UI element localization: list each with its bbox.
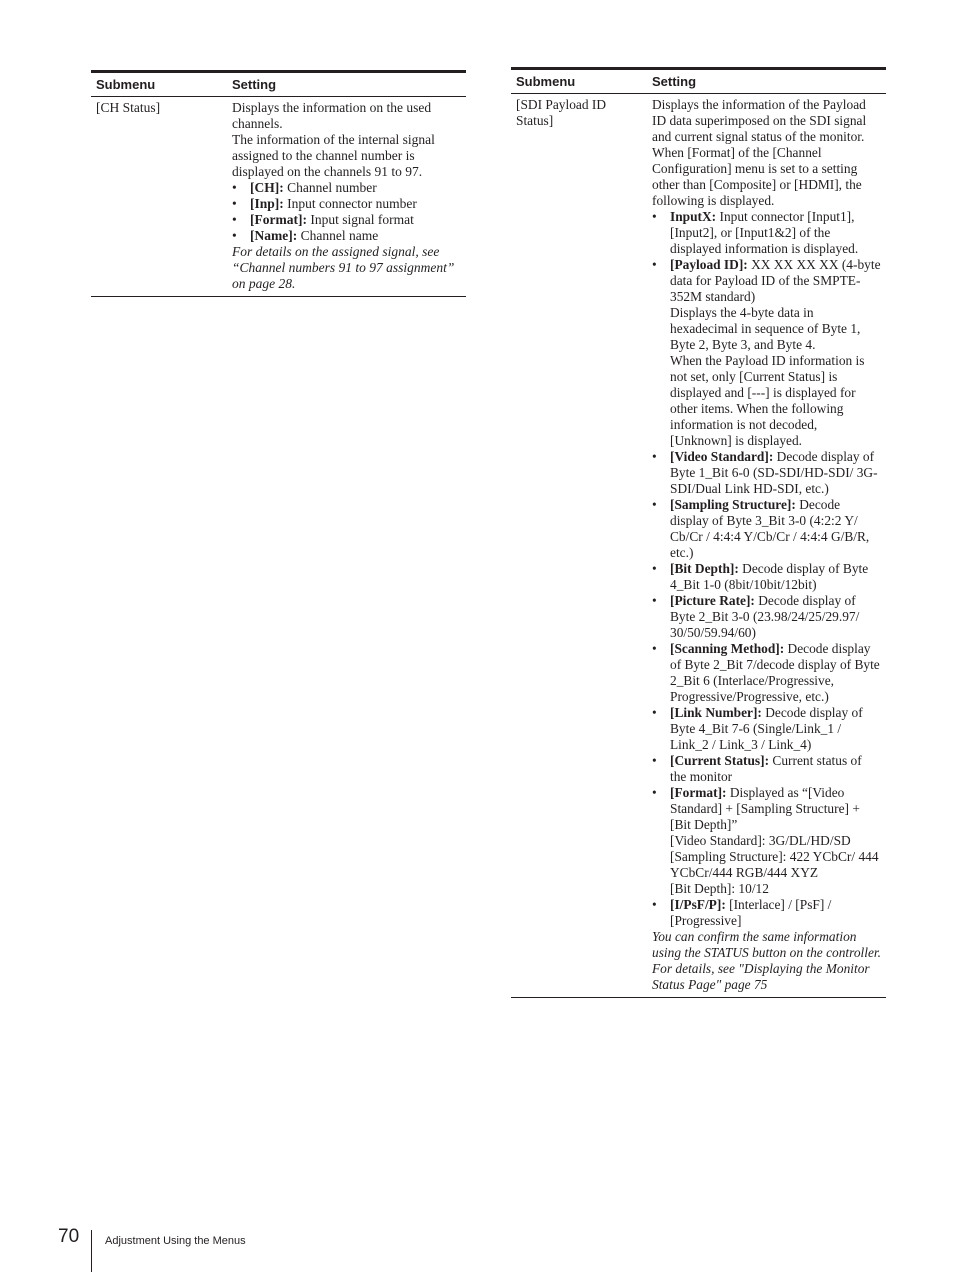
setting-list — [232, 180, 461, 244]
list-item: • [Name]: Channel name — [232, 228, 461, 244]
table-row — [511, 94, 886, 998]
list-item: • [Bit Depth]: Decode display of Byte 4_Bit 1-0 (8bit/10bit/12bit) — [652, 561, 881, 593]
list-item: • InputX: Input connector [Input1], [Input2], or [Input1&2] of the displayed information is displayed. — [652, 209, 881, 257]
list-item: • [Format]: Displayed as “[Video Standard] + [Sampling Structure] + [Bit Depth]” [Video Standard]: 3G/DL/HD/SD [Sampling Structure]: 422 YCbCr/ 444 YCbCr/444 RGB/444 XYZ [Bit Depth]: 10/12 — [652, 785, 881, 897]
ch-status-table — [91, 70, 466, 297]
note-text: You can confirm the same information using the STATUS button on the controller. For details, see "Displaying the Monitor Status Page" page 75 — [652, 929, 881, 992]
list-item: • [Format]: Input signal format — [232, 212, 461, 228]
submenu-cell: [SDI Payload ID Status] — [511, 94, 647, 998]
setting-cell — [227, 97, 466, 297]
setting-header: Setting — [227, 72, 466, 97]
list-item: • [Sampling Structure]: Decode display of Byte 3_Bit 3-0 (4:2:2 Y/ Cb/Cr / 4:4:4 Y/Cb/Cr / 4:4:4 G/B/R, etc.) — [652, 497, 881, 561]
list-item: • [Video Standard]: Decode display of Byte 1_Bit 6-0 (SD-SDI/HD-SDI/ 3G-SDI/Dual Link HD-SDI, etc.) — [652, 449, 881, 497]
note-text: For details on the assigned signal, see “Channel numbers 91 to 97 assignment” on page 28. — [232, 244, 455, 291]
table-row — [91, 97, 466, 297]
list-item: • [Current Status]: Current status of the monitor — [652, 753, 881, 785]
setting-cell — [647, 94, 886, 998]
submenu-header: Submenu — [511, 69, 647, 94]
submenu-header: Submenu — [91, 72, 227, 97]
sdi-payload-table — [511, 67, 886, 998]
list-item: • [Link Number]: Decode display of Byte 4_Bit 7-6 (Single/Link_1 / Link_2 / Link_3 / Link_4) — [652, 705, 881, 753]
list-item: • [Inp]: Input connector number — [232, 196, 461, 212]
setting-header: Setting — [647, 69, 886, 94]
list-item: • [CH]: Channel number — [232, 180, 461, 196]
page-number: 70 — [58, 1226, 80, 1247]
list-item: • [I/PsF/P]: [Interlace] / [PsF] / [Progressive] — [652, 897, 881, 929]
setting-paragraph: Displays the information of the Payload ID data superimposed on the SDI signal and current signal status of the monitor. When [Format] of the [Channel Configuration] menu is set to a setting other than [Composite] or [HDMI], the following is displayed. — [652, 97, 867, 208]
list-item: • [Scanning Method]: Decode display of Byte 2_Bit 7/decode display of Byte 2_Bit 6 (Interlace/Progressive, Progressive/Progressive, etc.) — [652, 641, 881, 705]
footer-divider — [91, 1230, 92, 1272]
footer-section-title: Adjustment Using the Menus — [105, 1235, 246, 1247]
list-item: • [Payload ID]: XX XX XX XX (4-byte data for Payload ID of the SMPTE-352M standard) Displays the 4-byte data in hexadecimal in sequence of Byte 1, Byte 2, Byte 3, and Byte 4. When the Payload ID information is not set, only [Current Status] is displayed and [---] is displayed for other items. When the following information is not decoded, [Unknown] is displayed. — [652, 257, 881, 449]
setting-paragraph: Displays the information on the used channels. — [232, 100, 432, 131]
list-item: • [Picture Rate]: Decode display of Byte 2_Bit 3-0 (23.98/24/25/29.97/ 30/50/59.94/60) — [652, 593, 881, 641]
setting-list — [652, 209, 881, 929]
setting-paragraph: The information of the internal signal assigned to the channel number is displayed on the channels 91 to 97. — [232, 132, 435, 179]
submenu-cell: [CH Status] — [91, 97, 227, 297]
